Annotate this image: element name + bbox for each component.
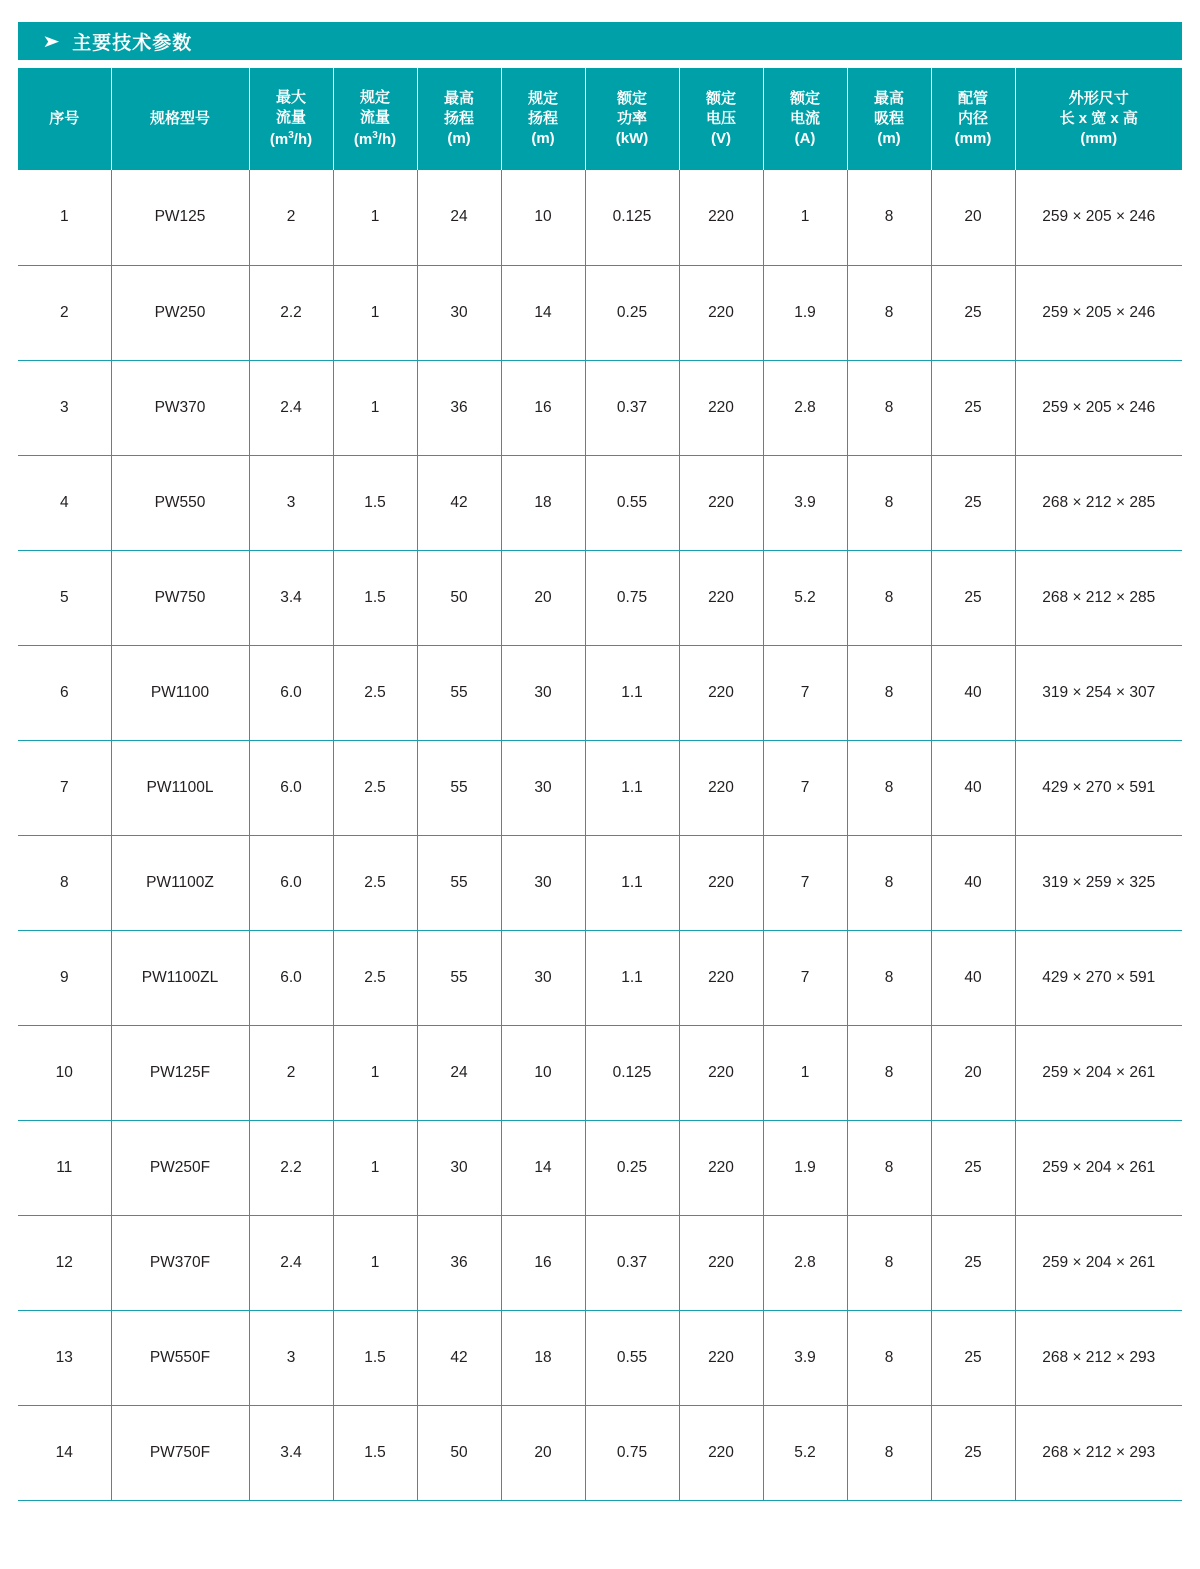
table-row (18, 930, 1182, 1025)
cell-value: 2.8 (763, 360, 847, 455)
cell-value: 30 (501, 740, 585, 835)
cell-value: 1.1 (585, 740, 679, 835)
table-row (18, 1215, 1182, 1310)
cell-value: 0.55 (585, 1310, 679, 1405)
table-row (18, 1310, 1182, 1405)
cell-value: 220 (679, 170, 763, 265)
column-header-9 (847, 68, 931, 170)
cell-value: 7 (763, 930, 847, 1025)
table-row (18, 265, 1182, 360)
cell-index: 9 (18, 930, 111, 1025)
column-header-line: 外形尺寸 (1068, 89, 1129, 107)
cell-value: 268 × 212 × 293 (1015, 1405, 1182, 1500)
cell-index: 3 (18, 360, 111, 455)
cell-value: 259 × 205 × 246 (1015, 360, 1182, 455)
table-row (18, 1025, 1182, 1120)
cell-value: 2.5 (333, 645, 417, 740)
cell-value: 3.4 (249, 550, 333, 645)
column-header-11 (1015, 68, 1182, 170)
cell-value: 20 (501, 550, 585, 645)
cell-value: 0.75 (585, 550, 679, 645)
cell-index: 14 (18, 1405, 111, 1500)
cell-value: 3.9 (763, 1310, 847, 1405)
cell-value: 0.125 (585, 170, 679, 265)
cell-value: 2 (249, 170, 333, 265)
cell-value: 3 (249, 455, 333, 550)
cell-value: 5.2 (763, 1405, 847, 1500)
column-header-line: (mm) (1080, 130, 1118, 148)
column-header-line: 扬程 (527, 109, 558, 127)
cell-value: 429 × 270 × 591 (1015, 740, 1182, 835)
cell-value: 1.5 (333, 1405, 417, 1500)
cell-value: 1.1 (585, 930, 679, 1025)
column-header-line: 流量 (275, 109, 306, 127)
cell-value: 14 (501, 265, 585, 360)
cell-value: 8 (847, 930, 931, 1025)
cell-value: 0.37 (585, 1215, 679, 1310)
column-header-line: 吸程 (873, 109, 904, 127)
cell-value: 50 (417, 550, 501, 645)
cell-value: 8 (847, 1215, 931, 1310)
cell-index: 12 (18, 1215, 111, 1310)
cell-model: PW1100L (111, 740, 249, 835)
cell-value: 1 (763, 1025, 847, 1120)
cell-index: 1 (18, 170, 111, 265)
table-row (18, 360, 1182, 455)
cell-value: 25 (931, 455, 1015, 550)
table-row (18, 740, 1182, 835)
cell-value: 55 (417, 930, 501, 1025)
cell-value: 14 (501, 1120, 585, 1215)
page-title: 主要技术参数 (72, 32, 193, 54)
cell-value: 2 (249, 1025, 333, 1120)
cell-value: 6.0 (249, 930, 333, 1025)
cell-value: 0.25 (585, 1120, 679, 1215)
section-header (18, 22, 1182, 60)
cell-value: 55 (417, 835, 501, 930)
column-header-line: 功率 (616, 109, 647, 127)
cell-value: 7 (763, 740, 847, 835)
column-header-line: (m) (531, 130, 555, 148)
cell-value: 220 (679, 1120, 763, 1215)
cell-value: 40 (931, 740, 1015, 835)
cell-value: 1 (333, 1120, 417, 1215)
column-header-line: (m) (877, 130, 901, 148)
cell-value: 2.5 (333, 930, 417, 1025)
column-header-4 (417, 68, 501, 170)
column-header-line: 长 x 宽 x 高 (1059, 109, 1138, 127)
cell-value: 220 (679, 455, 763, 550)
cell-value: 36 (417, 360, 501, 455)
cell-value: 10 (501, 1025, 585, 1120)
cell-value: 42 (417, 455, 501, 550)
cell-value: 1.5 (333, 1310, 417, 1405)
cell-value: 0.25 (585, 265, 679, 360)
cell-value: 220 (679, 740, 763, 835)
cell-model: PW750 (111, 550, 249, 645)
cell-value: 429 × 270 × 591 (1015, 930, 1182, 1025)
cell-value: 220 (679, 1215, 763, 1310)
column-header-line: 最高 (443, 89, 474, 107)
cell-value: 24 (417, 170, 501, 265)
cell-value: 0.37 (585, 360, 679, 455)
cell-value: 7 (763, 645, 847, 740)
cell-value: 220 (679, 550, 763, 645)
cell-value: 1 (333, 170, 417, 265)
cell-model: PW250F (111, 1120, 249, 1215)
cell-value: 220 (679, 1025, 763, 1120)
cell-value: 2.4 (249, 360, 333, 455)
cell-value: 5.2 (763, 550, 847, 645)
cell-value: 220 (679, 265, 763, 360)
cell-index: 7 (18, 740, 111, 835)
cell-index: 13 (18, 1310, 111, 1405)
cell-model: PW750F (111, 1405, 249, 1500)
cell-value: 20 (931, 1025, 1015, 1120)
cell-model: PW370 (111, 360, 249, 455)
cell-value: 259 × 204 × 261 (1015, 1025, 1182, 1120)
cell-value: 0.55 (585, 455, 679, 550)
column-header-6 (585, 68, 679, 170)
cell-value: 25 (931, 1215, 1015, 1310)
cell-value: 25 (931, 1120, 1015, 1215)
cell-value: 3.9 (763, 455, 847, 550)
column-header-line: 规定 (359, 89, 390, 107)
cell-model: PW125 (111, 170, 249, 265)
table-row (18, 645, 1182, 740)
cell-value: 42 (417, 1310, 501, 1405)
cell-value: 25 (931, 1310, 1015, 1405)
cell-value: 7 (763, 835, 847, 930)
cell-value: 16 (501, 360, 585, 455)
column-header-10 (931, 68, 1015, 170)
table-row (18, 1120, 1182, 1215)
cell-value: 8 (847, 645, 931, 740)
cell-value: 20 (501, 1405, 585, 1500)
cell-value: 220 (679, 360, 763, 455)
cell-value: 36 (417, 1215, 501, 1310)
cell-value: 319 × 259 × 325 (1015, 835, 1182, 930)
column-header-line: (mm) (954, 130, 992, 148)
column-header-1 (111, 68, 249, 170)
cell-value: 0.125 (585, 1025, 679, 1120)
cell-value: 8 (847, 835, 931, 930)
cell-index: 6 (18, 645, 111, 740)
cell-value: 8 (847, 1310, 931, 1405)
cell-value: 1 (763, 170, 847, 265)
cell-value: 1.1 (585, 835, 679, 930)
cell-value: 1 (333, 1215, 417, 1310)
cell-value: 1 (333, 360, 417, 455)
cell-value: 40 (931, 645, 1015, 740)
column-header-line: 规定 (527, 89, 558, 107)
cell-value: 8 (847, 265, 931, 360)
cell-value: 6.0 (249, 645, 333, 740)
cell-value: 25 (931, 265, 1015, 360)
cell-value: 2.5 (333, 740, 417, 835)
cell-value: 1.1 (585, 645, 679, 740)
table-row (18, 455, 1182, 550)
cell-value: 18 (501, 455, 585, 550)
cell-value: 8 (847, 1120, 931, 1215)
cell-value: 25 (931, 1405, 1015, 1500)
cell-value: 259 × 205 × 246 (1015, 170, 1182, 265)
cell-value: 6.0 (249, 740, 333, 835)
cell-index: 10 (18, 1025, 111, 1120)
cell-value: 1.5 (333, 550, 417, 645)
chevron-right-icon: ➤ (42, 31, 61, 51)
cell-value: 8 (847, 360, 931, 455)
cell-model: PW1100ZL (111, 930, 249, 1025)
column-header-line: (kW) (615, 130, 649, 148)
cell-value: 40 (931, 835, 1015, 930)
cell-value: 50 (417, 1405, 501, 1500)
column-header-line: (m) (447, 130, 471, 148)
cell-value: 220 (679, 1310, 763, 1405)
table-row (18, 550, 1182, 645)
cell-value: 30 (501, 930, 585, 1025)
cell-value: 20 (931, 170, 1015, 265)
cell-index: 8 (18, 835, 111, 930)
column-header-line: 内径 (957, 109, 988, 127)
table-row (18, 1405, 1182, 1500)
column-header-line: 配管 (957, 89, 988, 107)
column-header-line: 额定 (705, 89, 736, 107)
table-row (18, 835, 1182, 930)
column-header-line: (V) (711, 130, 731, 148)
cell-value: 16 (501, 1215, 585, 1310)
cell-value: 259 × 205 × 246 (1015, 265, 1182, 360)
cell-value: 1 (333, 1025, 417, 1120)
cell-model: PW550F (111, 1310, 249, 1405)
cell-value: 8 (847, 455, 931, 550)
cell-value: 1.9 (763, 265, 847, 360)
cell-value: 319 × 254 × 307 (1015, 645, 1182, 740)
column-header-line: 额定 (616, 89, 647, 107)
cell-value: 25 (931, 550, 1015, 645)
cell-index: 4 (18, 455, 111, 550)
cell-value: 3 (249, 1310, 333, 1405)
cell-index: 11 (18, 1120, 111, 1215)
cell-value: 2.4 (249, 1215, 333, 1310)
cell-value: 24 (417, 1025, 501, 1120)
cell-value: 6.0 (249, 835, 333, 930)
cell-model: PW1100Z (111, 835, 249, 930)
cell-model: PW1100 (111, 645, 249, 740)
column-header-line: 电压 (705, 109, 736, 127)
column-header-line: 最大 (275, 89, 306, 107)
cell-value: 8 (847, 550, 931, 645)
cell-value: 40 (931, 930, 1015, 1025)
cell-model: PW250 (111, 265, 249, 360)
cell-value: 2.5 (333, 835, 417, 930)
column-header-line: 额定 (789, 89, 820, 107)
cell-value: 30 (501, 835, 585, 930)
cell-value: 55 (417, 645, 501, 740)
cell-index: 2 (18, 265, 111, 360)
column-header-7 (679, 68, 763, 170)
column-header-2 (249, 68, 333, 170)
column-header-line: 序号 (49, 109, 80, 127)
column-header-line: 规格型号 (149, 109, 210, 127)
cell-value: 2.8 (763, 1215, 847, 1310)
table-header-row (18, 68, 1182, 170)
cell-value: 259 × 204 × 261 (1015, 1120, 1182, 1215)
cell-value: 8 (847, 740, 931, 835)
cell-model: PW125F (111, 1025, 249, 1120)
cell-value: 30 (501, 645, 585, 740)
cell-value: 1.9 (763, 1120, 847, 1215)
column-header-line: 最高 (873, 89, 904, 107)
cell-value: 0.75 (585, 1405, 679, 1500)
column-header-line: 扬程 (443, 109, 474, 127)
cell-value: 8 (847, 170, 931, 265)
column-header-line: 电流 (789, 109, 820, 127)
cell-value: 8 (847, 1025, 931, 1120)
cell-value: 220 (679, 930, 763, 1025)
column-header-line: $(m^3/h)$ (353, 129, 397, 148)
cell-value: 10 (501, 170, 585, 265)
column-header-line: (A) (794, 130, 816, 148)
cell-value: 3.4 (249, 1405, 333, 1500)
cell-value: 18 (501, 1310, 585, 1405)
cell-value: 259 × 204 × 261 (1015, 1215, 1182, 1310)
cell-value: 8 (847, 1405, 931, 1500)
cell-value: 55 (417, 740, 501, 835)
cell-index: 5 (18, 550, 111, 645)
column-header-3 (333, 68, 417, 170)
technical-parameters-table (18, 68, 1182, 1501)
cell-value: 268 × 212 × 293 (1015, 1310, 1182, 1405)
column-header-8 (763, 68, 847, 170)
cell-value: 220 (679, 645, 763, 740)
cell-value: 220 (679, 1405, 763, 1500)
cell-value: 1 (333, 265, 417, 360)
cell-value: 2.2 (249, 1120, 333, 1215)
cell-value: 30 (417, 265, 501, 360)
cell-value: 2.2 (249, 265, 333, 360)
column-header-5 (501, 68, 585, 170)
column-header-line: 流量 (359, 109, 390, 127)
table-row (18, 170, 1182, 265)
cell-value: 220 (679, 835, 763, 930)
cell-model: PW370F (111, 1215, 249, 1310)
cell-value: 25 (931, 360, 1015, 455)
cell-value: 30 (417, 1120, 501, 1215)
column-header-line: $(m^3/h)$ (269, 129, 313, 148)
cell-model: PW550 (111, 455, 249, 550)
cell-value: 1.5 (333, 455, 417, 550)
column-header-0 (18, 68, 111, 170)
cell-value: 268 × 212 × 285 (1015, 550, 1182, 645)
cell-value: 268 × 212 × 285 (1015, 455, 1182, 550)
